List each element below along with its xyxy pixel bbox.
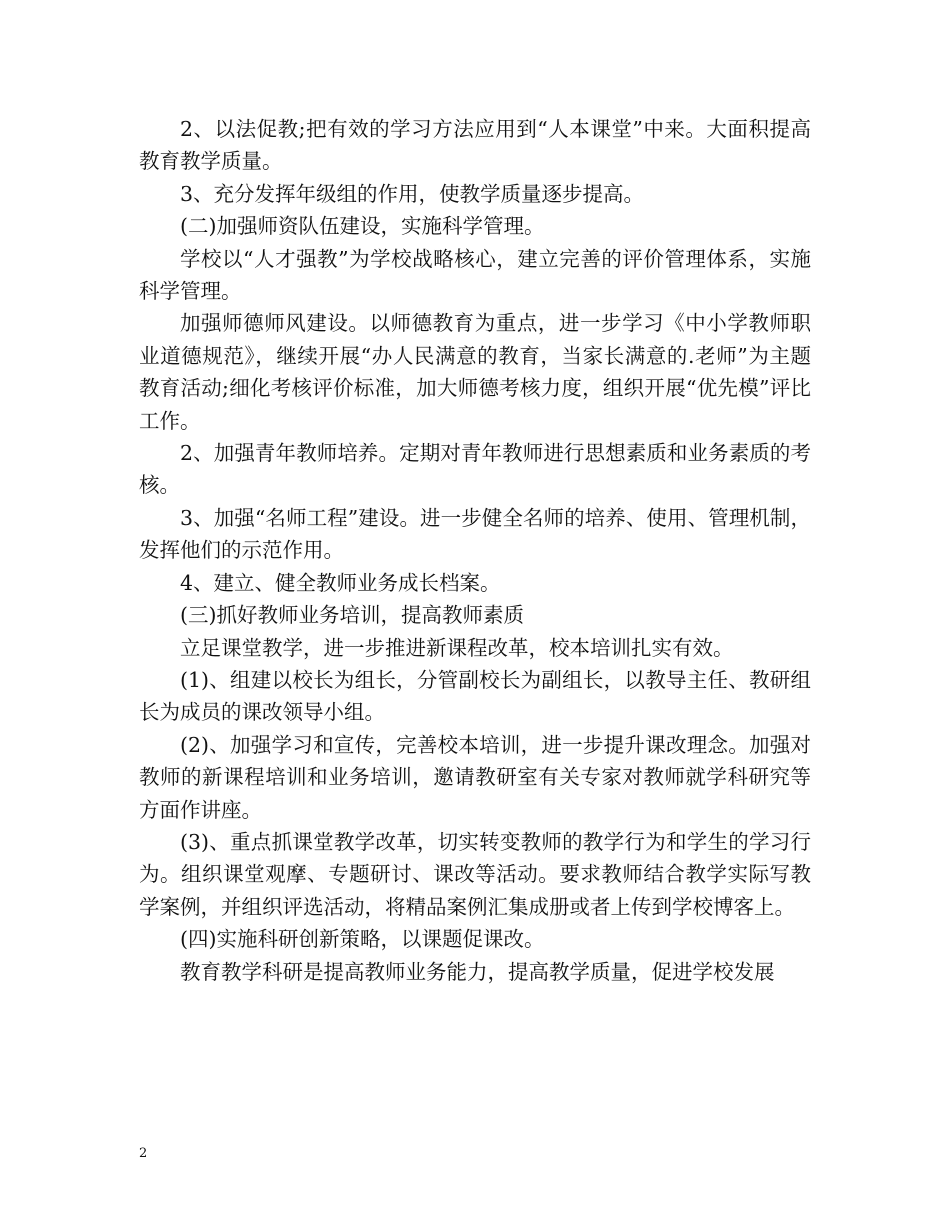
paragraph-1: 2、以法促教;把有效的学习方法应用到“人本课堂”中来。大面积提高教育教学质量。 xyxy=(139,117,811,174)
page-number: 2 xyxy=(139,1146,148,1161)
paragraph-4: 学校以“人才强教”为学校战略核心，建立完善的评价管理体系，实施科学管理。 xyxy=(139,246,811,304)
paragraph-8: 4、建立、健全教师业务成长档案。 xyxy=(180,570,501,595)
paragraph-10: 立足课堂教学，进一步推进新课程改革，校本培训扎实有效。 xyxy=(180,635,734,660)
paragraph-2: 3、充分发挥年级组的作用，使教学质量逐步提高。 xyxy=(180,181,645,206)
paragraph-9: (三)抓好教师业务培训，提高教师素质 xyxy=(180,603,524,628)
paragraph-13: (3)、重点抓课堂教学改革，切实转变教师的教学行为和学生的学习行为。组织课堂观摩、专题研讨、课改等活动。要求教师结合教学实际写教学案例，并组织评选活动，将精品案例汇集成册或者上传到学校博客上。 xyxy=(139,829,811,919)
paragraph-6: 2、加强青年教师培养。定期对青年教师进行思想素质和业务素质的考核。 xyxy=(139,441,811,498)
paragraph-7: 3、加强“名师工程”建设。进一步健全名师的培养、使用、管理机制，发挥他们的示范作用。 xyxy=(139,505,811,563)
paragraph-3: (二)加强师资队伍建设，实施科学管理。 xyxy=(180,214,545,239)
paragraph-15: 教育教学科研是提高教师业务能力，提高教学质量，促进学校发展 xyxy=(180,959,775,984)
paragraph-12: (2)、加强学习和宣传，完善校本培训，进一步提升课改理念。加强对教师的新课程培训和业务培训，邀请教研室有关专家对教师就学科研究等方面作讲座。 xyxy=(139,732,811,822)
paragraph-14: (四)实施科研创新策略，以课题促课改。 xyxy=(180,927,545,952)
paragraph-11: (1)、组建以校长为组长，分管副校长为副组长，以教导主任、教研组长为成员的课改领导小组。 xyxy=(139,667,811,725)
document-body xyxy=(139,113,811,988)
paragraph-5: 加强师德师风建设。以师德教育为重点，进一步学习《中小学教师职业道德规范》，继续开展“办人民满意的教育，当家长满意的.老师”为主题教育活动;细化考核评价标准，加大师德考核力度，组织开展“优先模”评比工作。 xyxy=(139,311,811,433)
